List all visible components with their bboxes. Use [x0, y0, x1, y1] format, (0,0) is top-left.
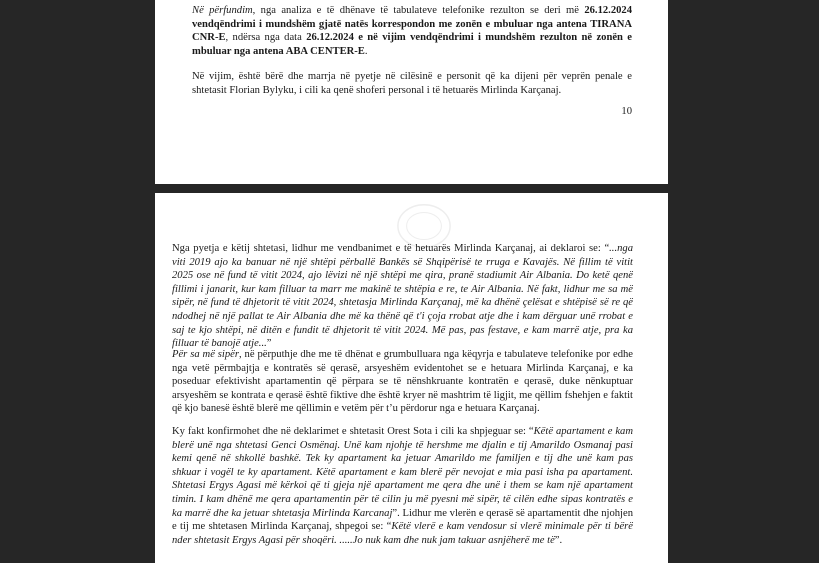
text-run: Nga pyetja e këtij shtetasi, lidhur me vendbanimet e të hetuarës Mirlinda Karçanaj, ai deklaroi se: “: [172, 243, 610, 254]
date-bold: 26.12.2024: [584, 5, 632, 16]
quote-italic: ...nga viti 2019 ajo ka banuar në një shtëpi përballë Bankës së Shqipërisë te rruga e Kavajës. Në fillim të vitit 2025 ose në fund të vitit 2024, ajo lëvizi në një shtëpi me qira, pranë stadiumit Air Albania. Do ketë qenë fillimi i janarit, kur kam filluar ta marr me makinë te shtëpia e re, te Air Albania. Në fakt, lidhur me sa më sipër, në fund të dhjetorit të vitit 2024, shtetasja Mirlinda Karçanaj, më ka dhënë çelësat e shtëpisë së re që ndodhej në një pallat te Air Albania dhe më ka thënë që t'i çoja rrobat atje dhe i kam dërguar unë rrobat e saj te kjo shtëpi, në ditën e fundit të dhjetorit të vitit 2024. Më pas, pas festave, e kam marrë atje, pra ka filluar të banojë atje...: [172, 243, 633, 350]
text-run: , nga analiza e të dhënave të tabulateve telefonike rezulton se deri më: [252, 5, 585, 16]
testimony-paragraph-2: [172, 425, 633, 547]
document-page-11: [155, 193, 668, 563]
text-run: ”. Lidhur me vlerën e qerasë së apartamentit dhe njohjen e tij me shtetasen Mirlinda Karçanaj, shpegoi se: “: [172, 507, 633, 533]
document-page-10: [155, 0, 668, 184]
lead-italic: Për sa më sipër: [172, 349, 239, 360]
testimony-paragraph-1: [172, 242, 633, 351]
text-run: ”.: [554, 534, 563, 546]
bold-run: vendqëndrimi i mundshëm gjatë natës korrespondon me zonën e mbuluar nga antena TIRANA CNR-E: [192, 18, 632, 44]
page-number: 10: [621, 106, 632, 117]
text-run: , ndërsa nga data: [225, 32, 307, 44]
conclusion-lead: Në përfundim: [192, 5, 253, 16]
text-run: Ky fakt konfirmohet dhe në deklarimet e shtetasit Orest Sota i cili ka shpjeguar se: “: [172, 426, 534, 437]
quote-italic: Këtë apartament e kam blerë unë nga shtetasi Genci Osmënaj. Unë kam njohje të hershme me djalin e tij Amarildo Osmanaj pasi kemi qenë në shkollë bashkë. Tek ky apartament ka jetuar Amarildo me familjen e tij dhe unë kam pas shkuar i vogël te ky apartament. Këtë apartament e kam blerë për nevojat e mia pasi isha pa apartament. Shtetasi Ergys Agasi më kërkoi që ti gjeja një apartament me qera dhe unë i them se kam një apartament timin. I kam dhënë me qera apartamentin për të cilin ju më pyesni më sipër, të cilën edhe sipas kontratës e ka marrë dhe ka jetuar shtetasja Mirlinda Karcanaj: [172, 426, 633, 519]
analysis-paragraph: [172, 348, 633, 416]
bold-run: 26.12.2024 e në vijim vendqëndrimi i mundshëm rezulton në zonën e mbuluar nga antena ABA CENTER-E: [192, 32, 632, 57]
witness-intro-paragraph: Në vijim, është bërë dhe marrja në pyetje në cilësinë e personit që ka dijeni për veprën penale e shtetasit Florian Bylyku, i cili ka qenë shoferi personal i të hetuarës Mirlinda Karçanaj.: [192, 71, 632, 96]
text-run: , në përputhje dhe me të dhënat e grumbulluara nga këqyrja e tabulateve telefonike por edhe nga vetë përmbajtja e kontratës së qerasë, arsyeshëm evidentohet se e hetuara Mirlinda Karçanaj, e ka poseduar efektivisht apartamentin që përpara se të nënshkruante kontratën e qerasë, duke nënkuptuar arsyeshëm se kontrata e qerasë është fiktive dhe është kryer në mashtrim të ligjit, me qëllim fshehjen e faktit që kjo banesë është blerë me qëllimin e vetëm për t’u përdorur nga e hetuara Karçanaj.: [172, 349, 633, 415]
text-run: ”: [266, 338, 272, 350]
text-run: .: [364, 45, 368, 57]
conclusion-paragraph: [192, 4, 632, 58]
quote-italic: Këtë vlerë e kam vendosur si vlerë minimale për ti bërë nder shtetasit Ergys Agasi për shoqëri. .....Jo nuk kam dhe nuk jam takuar asnjëherë me të: [172, 521, 633, 546]
